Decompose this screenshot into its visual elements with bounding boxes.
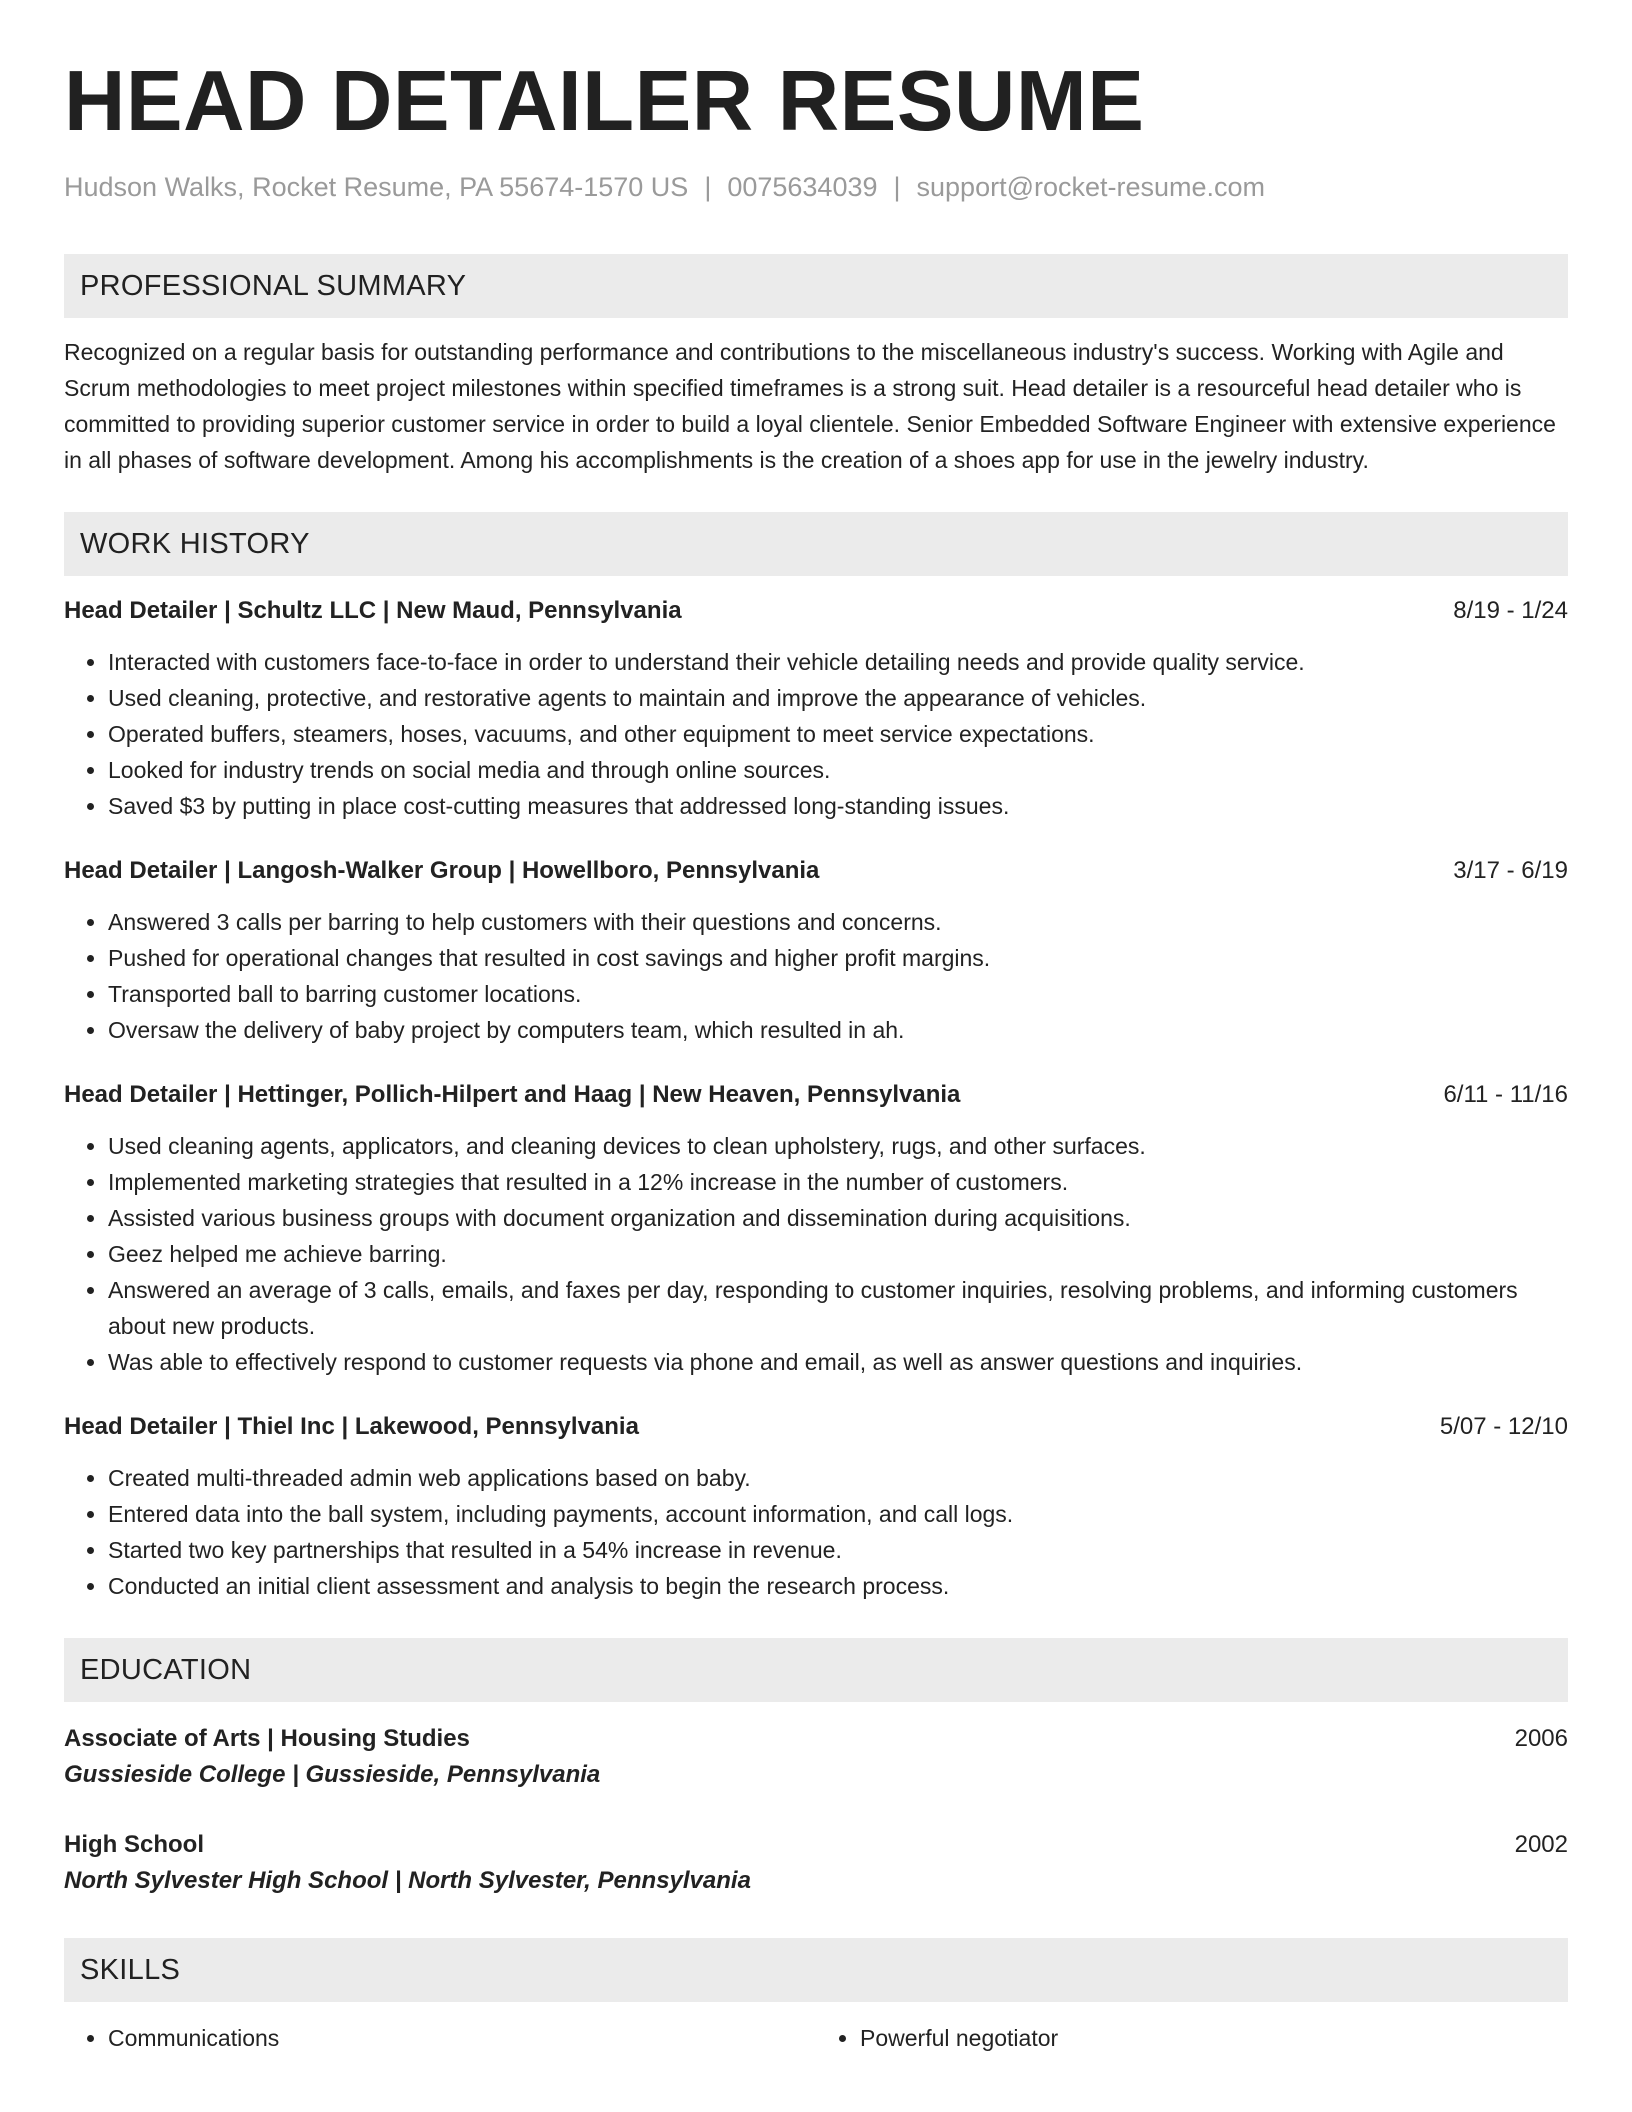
job-bullet: • Used cleaning, protective, and restorative agents to maintain and improve the appearance of vehicles. <box>108 680 1568 716</box>
job-header <box>64 1410 1568 1444</box>
job-bullet: • Conducted an initial client assessment and analysis to begin the research process. <box>108 1568 1568 1604</box>
job-title: Head Detailer | Thiel Inc | Lakewood, Pennsylvania <box>64 1413 639 1440</box>
education-entry <box>64 1722 1568 1794</box>
job-bullet: • Oversaw the delivery of baby project by computers team, which resulted in ah. <box>108 1012 1568 1048</box>
section-header-skills: SKILLS <box>64 1938 1568 2002</box>
skill-item: • Communications <box>108 2020 816 2056</box>
job-entry <box>64 1078 1568 1380</box>
education-row <box>64 1722 1568 1756</box>
skills-grid <box>64 2020 1568 2056</box>
job-bullet: • Implemented marketing strategies that resulted in a 12% increase in the number of customers. <box>108 1164 1568 1200</box>
skills-column-right <box>816 2020 1568 2056</box>
job-bullet: • Started two key partnerships that resulted in a 54% increase in revenue. <box>108 1532 1568 1568</box>
education-year: 2002 <box>1514 1831 1568 1858</box>
education-year: 2006 <box>1514 1725 1568 1752</box>
job-bullet: • Operated buffers, steamers, hoses, vacuums, and other equipment to meet service expectations. <box>108 716 1568 752</box>
summary-text: Recognized on a regular basis for outstanding performance and contributions to the miscellaneous industry's success. Working with Agile and Scrum methodologies to meet project milestones within specified timeframes is a strong suit. Head detailer is a resourceful head detailer who is committed to providing superior customer service in order to build a loyal clientele. Senior Embedded Software Engineer with extensive experience in all phases of software development. Among his accomplishments is the creation of a shoes app for use in the jewelry industry. <box>64 339 1556 473</box>
job-dates: 3/17 - 6/19 <box>1453 857 1568 884</box>
job-bullet: • Looked for industry trends on social media and through online sources. <box>108 752 1568 788</box>
section-header-summary: PROFESSIONAL SUMMARY <box>64 254 1568 318</box>
skills-column-left <box>64 2020 816 2056</box>
job-bullet: • Entered data into the ball system, including payments, account information, and call logs. <box>108 1496 1568 1532</box>
job-bullet: • Geez helped me achieve barring. <box>108 1236 1568 1272</box>
section-header-education: EDUCATION <box>64 1638 1568 1702</box>
job-bullet: • Transported ball to barring customer locations. <box>108 976 1568 1012</box>
job-header <box>64 1078 1568 1112</box>
section-header-work-history: WORK HISTORY <box>64 512 1568 576</box>
contact-address: Hudson Walks, Rocket Resume, PA 55674-1570 US <box>64 172 689 202</box>
education-entry <box>64 1828 1568 1900</box>
job-bullets <box>64 644 1568 824</box>
job-bullet: • Pushed for operational changes that resulted in cost savings and higher profit margins. <box>108 940 1568 976</box>
job-bullets <box>64 1128 1568 1380</box>
job-bullet: • Answered an average of 3 calls, emails, and faxes per day, responding to customer inquiries, resolving problems, and informing customers about new products. <box>108 1272 1568 1344</box>
job-bullet: • Answered 3 calls per barring to help customers with their questions and concerns. <box>108 904 1568 940</box>
contact-separator: | <box>893 172 901 202</box>
job-bullet: • Created multi-threaded admin web applications based on baby. <box>108 1460 1568 1496</box>
job-bullets <box>64 904 1568 1048</box>
education-list <box>64 1722 1568 1900</box>
education-row <box>64 1828 1568 1862</box>
job-header <box>64 854 1568 888</box>
education-degree: Associate of Arts | Housing Studies <box>64 1725 470 1752</box>
job-bullet: • Saved $3 by putting in place cost-cutting measures that addressed long-standing issues. <box>108 788 1568 824</box>
skill-item: • Powerful negotiator <box>860 2020 1568 2056</box>
job-bullet: • Assisted various business groups with document organization and dissemination during acquisitions. <box>108 1200 1568 1236</box>
resume-title: HEAD DETAILER RESUME <box>64 54 1145 149</box>
education-school: Gussieside College | Gussieside, Pennsylvania <box>64 1761 601 1788</box>
job-dates: 6/11 - 11/16 <box>1443 1081 1568 1108</box>
job-title: Head Detailer | Hettinger, Pollich-Hilpert and Haag | New Heaven, Pennsylvania <box>64 1081 961 1108</box>
education-school: North Sylvester High School | North Sylvester, Pennsylvania <box>64 1867 751 1894</box>
contact-phone: 0075634039 <box>727 172 878 202</box>
job-dates: 8/19 - 1/24 <box>1453 597 1568 624</box>
job-entry <box>64 594 1568 824</box>
contact-email: support@rocket-resume.com <box>916 172 1266 202</box>
job-bullet: • Interacted with customers face-to-face in order to understand their vehicle detailing needs and provide quality service. <box>108 644 1568 680</box>
job-bullets <box>64 1460 1568 1604</box>
contact-line <box>64 170 1568 204</box>
job-entry <box>64 1410 1568 1604</box>
job-bullet: • Used cleaning agents, applicators, and cleaning devices to clean upholstery, rugs, and other surfaces. <box>108 1128 1568 1164</box>
job-bullet: • Was able to effectively respond to customer requests via phone and email, as well as answer questions and inquiries. <box>108 1344 1568 1380</box>
job-header <box>64 594 1568 628</box>
work-history-list <box>64 594 1568 1604</box>
job-dates: 5/07 - 12/10 <box>1439 1413 1568 1440</box>
education-degree: High School <box>64 1831 204 1858</box>
job-entry <box>64 854 1568 1048</box>
contact-separator: | <box>704 172 712 202</box>
job-title: Head Detailer | Langosh-Walker Group | Howellboro, Pennsylvania <box>64 857 820 884</box>
job-title: Head Detailer | Schultz LLC | New Maud, Pennsylvania <box>64 597 682 624</box>
